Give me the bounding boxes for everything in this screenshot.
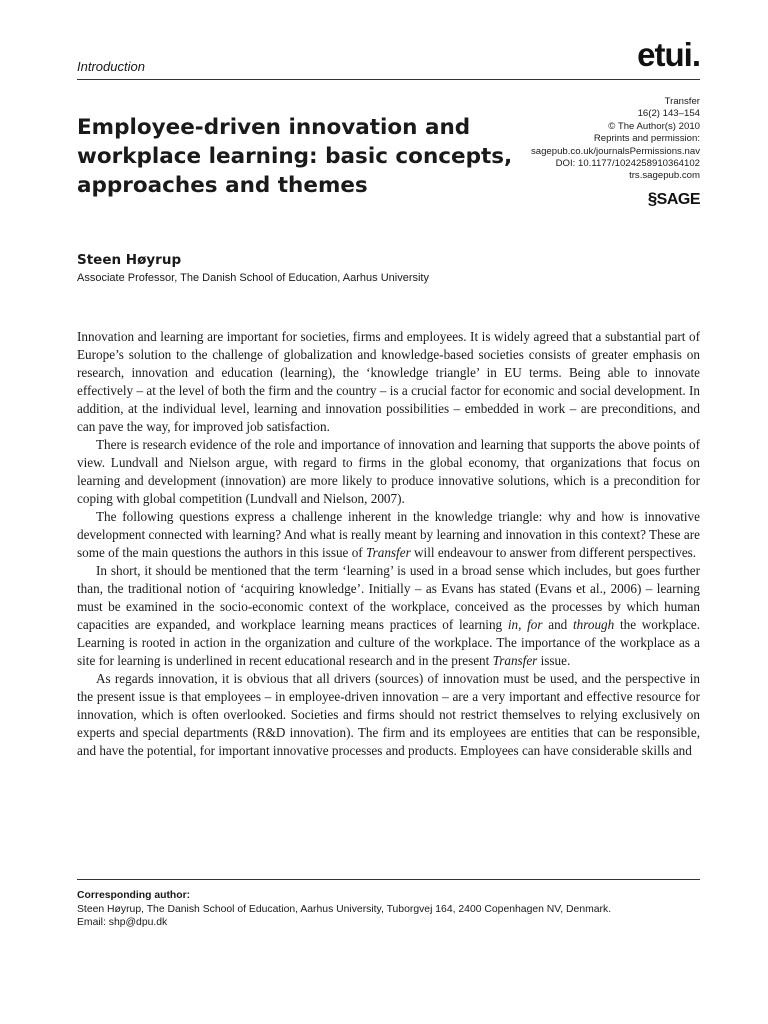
- footer-rule: [77, 879, 700, 880]
- article-title: [77, 113, 517, 200]
- emphasis: through: [572, 617, 615, 632]
- journal-permissions-link[interactable]: sagepub.co.uk/journalsPermissions.nav: [530, 145, 700, 157]
- title-line: workplace learning: basic concepts,: [77, 144, 513, 169]
- sage-emblem-icon: §: [647, 189, 657, 208]
- journal-name: Transfer: [664, 96, 700, 107]
- corresponding-author: [77, 889, 700, 930]
- journal-site-link[interactable]: trs.sagepub.com: [629, 170, 700, 182]
- author-affiliation: Associate Professor, The Danish School of Education, Aarhus University: [77, 272, 429, 284]
- corresponding-email[interactable]: Email: shp@dpu.dk: [77, 917, 168, 928]
- article-body: [77, 328, 700, 760]
- paragraph-4: [77, 562, 700, 670]
- text-run: The following questions express a challenge inherent in the knowledge triangle: why and how is innovative development connected with learning? And what is really meant by learning and innovation in this context? These are some of the main questions the authors in this issue of: [77, 509, 700, 560]
- journal-reprints: Reprints and permission:: [593, 133, 700, 145]
- text-run: issue.: [537, 653, 571, 668]
- paragraph-3: [77, 508, 700, 562]
- text-run: and: [542, 617, 573, 632]
- title-line: Employee-driven innovation and: [77, 115, 471, 140]
- etui-logo: etui.: [637, 36, 700, 73]
- paragraph-1: Innovation and learning are important for societies, firms and employees. It is widely agreed that a substantial part of Europe’s solution to the challenge of globalization and knowledge-based societies consists of greater emphasis on research, innovation and education (learning), the ‘knowledge triangle’ in EU terms. Being able to innovate effectively – at the level of both the firm and the country – is a crucial factor for economic and social development. In addition, at the individual level, learning and innovation possibilities – embedded in work – are preconditions, and can pave the way, for improved job satisfaction.: [77, 329, 700, 434]
- sage-logo: [648, 190, 700, 208]
- paragraph-2: There is research evidence of the role and importance of innovation and learning that supports the above points of view. Lundvall and Nielson argue, with regard to firms in the global economy, that organizations that focus on learning and development (innovation) are more likely to produce innovative solutions, which is a precondition for coping with global competition (Lundvall and Nielson, 2007).: [77, 437, 700, 506]
- section-label: Introduction: [77, 59, 145, 74]
- text-run: the workplace. Learning is rooted in action in the organization and culture of the workplace. The importance of the workplace as a site for learning is underlined in recent educational research and in the present: [77, 617, 700, 668]
- journal-doi: DOI: 10.1177/1024258910364102: [555, 158, 700, 170]
- journal-title-italic: Transfer: [366, 545, 411, 560]
- journal-issue: 16(2) 143–154: [637, 108, 700, 120]
- paragraph-5: As regards innovation, it is obvious that all drivers (sources) of innovation must be used, and the perspective in the present issue is that employees – in employee-driven innovation – are a very important and effective resource for innovation, which is often overlooked. Societies and firms should not restrict themselves to relying exclusively on experts and special departments (R&D innovation). The firm and its employees are entities that can be responsible, and have the potential, for important innovative processes and products. Employees can have considerable skills and: [77, 671, 700, 758]
- header-rule: [77, 79, 700, 80]
- author-name: Steen Høyrup: [77, 252, 182, 268]
- corresponding-heading: Corresponding author:: [77, 890, 191, 901]
- sage-wordmark: SAGE: [656, 191, 700, 208]
- text-run: In short, it should be mentioned that the term ‘learning’ is used in a broad sense which includes, but goes further than, the traditional notion of ‘acquiring knowledge’. Initially – as Evans has stated (Evans et al., 2006) – learning must be examined in the socio-economic context of the workplace, conceived as the processes by which human capacities are expanded, and workplace learning means practices of learning: [77, 563, 700, 632]
- emphasis: in, for: [507, 617, 543, 632]
- title-line: approaches and themes: [77, 173, 368, 198]
- journal-info: [531, 96, 700, 183]
- journal-copyright: © The Author(s) 2010: [608, 120, 700, 132]
- text-run: will endeavour to answer from different perspectives.: [410, 545, 697, 560]
- journal-title-italic: Transfer: [492, 653, 538, 668]
- corresponding-address: Steen Høyrup, The Danish School of Education, Aarhus University, Tuborgvej 164, 2400 Copenhagen NV, Denmark.: [77, 903, 612, 915]
